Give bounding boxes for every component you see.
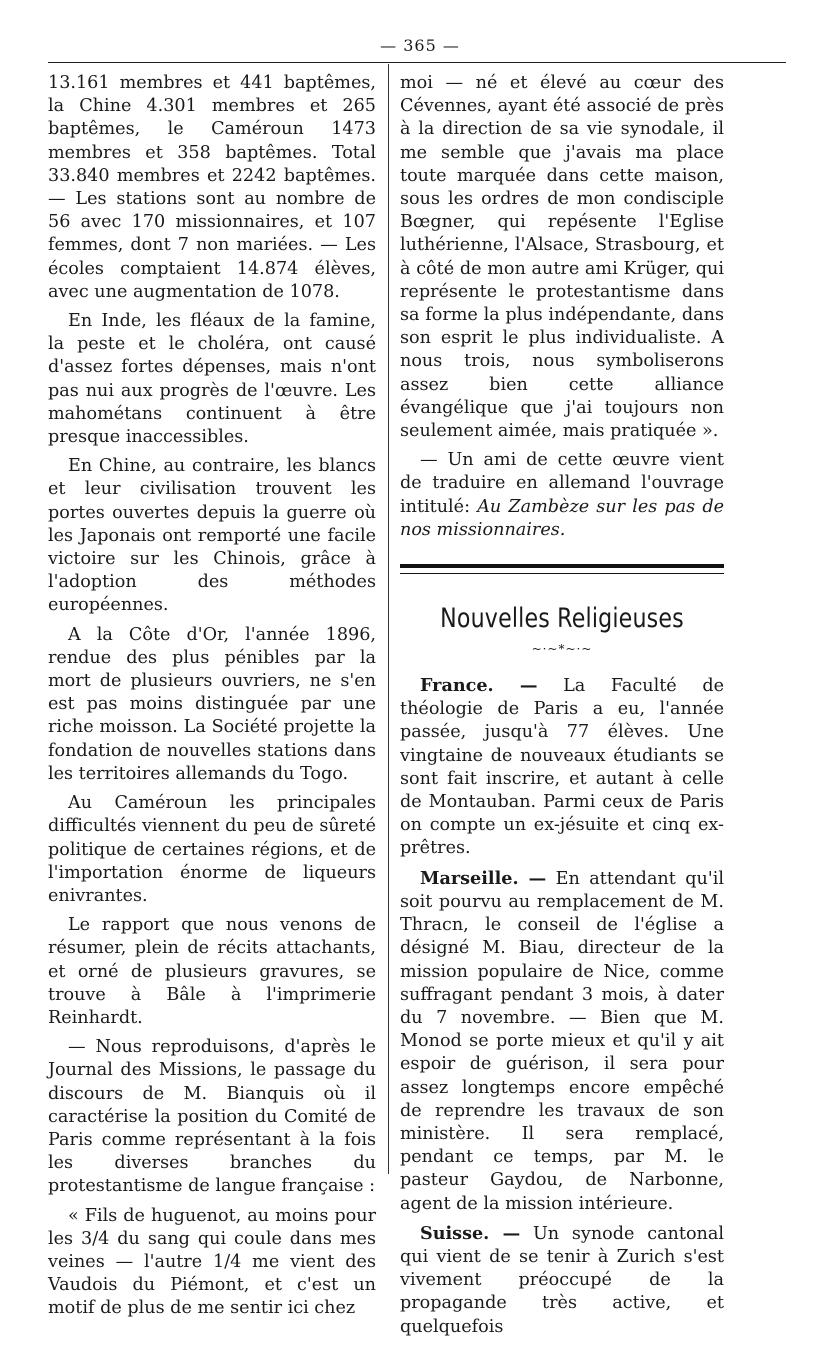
news-lead-suisse: Suisse. —	[420, 1222, 521, 1244]
paragraph-cameroun: Au Caméroun les principales difficultés viennent du peu de sûreté politique de certaines régions, et de l'importation énorme de liqueurs enivrantes.	[48, 793, 376, 906]
paragraph-quote-start: « Fils de huguenot, au moins pour les 3/4 du sang qui coule dans mes veines — l'autre 1/4 me vient des Vaudois du Piémont, et c'est un motif de plus de me sentir ici chez	[48, 1205, 376, 1319]
paragraph-traduction	[400, 449, 724, 542]
ornament-flourish: ~·~*~·~	[531, 642, 593, 657]
news-text-suisse: Un synode cantonal qui vient de se tenir à Zurich s'est vivement préoccupé de la propagande très active, et quelquefois	[400, 1223, 724, 1337]
paragraph-discours-bianquis: — Nous reproduisons, d'après le Journal des Missions, le passage du discours de M. Bianquis où il caractérise la position du Comité de Paris comme représentant à la fois les diverses branches du protestantisme de langue française :	[48, 1037, 376, 1197]
news-lead-marseille: Marseille. —	[420, 867, 547, 889]
news-text-marseille: En attendant qu'il soit pourvu au remplacement de M. Thracn, le conseil de l'église a désigné M. Biau, directeur de la mission populaire de Nice, comme suffragant pendant 3 mois, à dater du 7 novembre. — Bien que M. Monod se porte mieux et qu'il y ait espoir de guérison, il sera pour assez longtemps encore empêché de reprendre les travaux de son ministère. Il sera remplacé, pendant ce temps, par M. le pasteur Gaydou, de Narbonne, agent de la mission intérieure.	[400, 868, 724, 1214]
paragraph-cote-dor: A la Côte d'Or, l'année 1896, rendue des plus pénibles par la mort de plusieurs ouvriers, ne s'en est pas moins distinguée par une riche moisson. La Société projette la fondation de nouvelles stations dans les territoires allemands du Togo.	[48, 624, 376, 784]
column-divider	[388, 64, 389, 1174]
paragraph-quote-end: moi — né et élevé au cœur des Cévennes, ayant été associé de près à la direction de sa vie synodale, il me semble que j'avais ma place toute marquée dans cette maison, sous les ordres de mon condisciple Bœgner, qui repésente l'Eglise luthérienne, l'Alsace, Strasbourg, et à côté de mon autre ami Krüger, qui représente le protestantisme dans sa forme la plus indépendante, dans son esprit le plus individualiste. A nous trois, nous symboliserons assez bien cette alliance évangélique que j'ai toujours non seulement aimée, mais pratiquée ».	[400, 73, 724, 442]
header-rule	[48, 62, 786, 63]
left-column	[48, 72, 376, 1327]
news-lead-france: France. —	[420, 675, 538, 697]
section-divider	[400, 564, 724, 574]
news-item-france	[400, 674, 724, 861]
page-number: — 365 —	[380, 36, 460, 55]
book-title: Au Zambèze sur les pas de nos missionnaires.	[400, 496, 725, 540]
section-title: Nouvelles Religieuses	[440, 603, 684, 635]
news-text-france: La Faculté de théologie de Paris a eu, l'année passée, jusqu'à 77 élèves. Une vingtaine de nouveaux étudiants se sont fait inscrire, et autant à celle de Montauban. Parmi ceux de Paris on compte un ex-jésuite et cinq ex-prêtres.	[400, 676, 724, 859]
paragraph-inde: En Inde, les fléaux de la famine, la peste et le choléra, ont causé d'assez fortes dépenses, mais n'ont pas nui aux progrès de l'œuvre. Les mahométans continuent à être presque inaccessibles.	[48, 311, 376, 448]
news-item-marseille	[400, 867, 724, 1216]
news-item-suisse	[400, 1222, 724, 1339]
paragraph-rapport: Le rapport que nous venons de résumer, plein de récits attachants, et orné de plusieurs gravures, se trouve à Bâle à l'imprimerie Reinhardt.	[48, 915, 376, 1028]
traduction-text: — Un ami de cette œuvre vient de traduire en allemand l'ouvrage intitulé:	[400, 450, 724, 517]
paragraph-chine: En Chine, au contraire, les blancs et leur civilisation trouvent les portes ouvertes depuis la guerre où les Japonais ont remporté une facile victoire sur les Chinois, grâce à l'adoption des méthodes européennes.	[48, 456, 376, 616]
right-column	[400, 72, 724, 1345]
paragraph-mission-statistics: 13.161 membres et 441 baptêmes, la Chine 4.301 membres et 265 baptêmes, le Caméroun 1473 membres et 358 baptêmes. Total 33.840 membres et 2242 baptêmes. — Les stations sont au nombre de 56 avec 170 missionnaires, et 107 femmes, dont 7 non mariées. — Les écoles comptaient 14.874 élèves, avec une augmentation de 1078.	[48, 73, 376, 302]
